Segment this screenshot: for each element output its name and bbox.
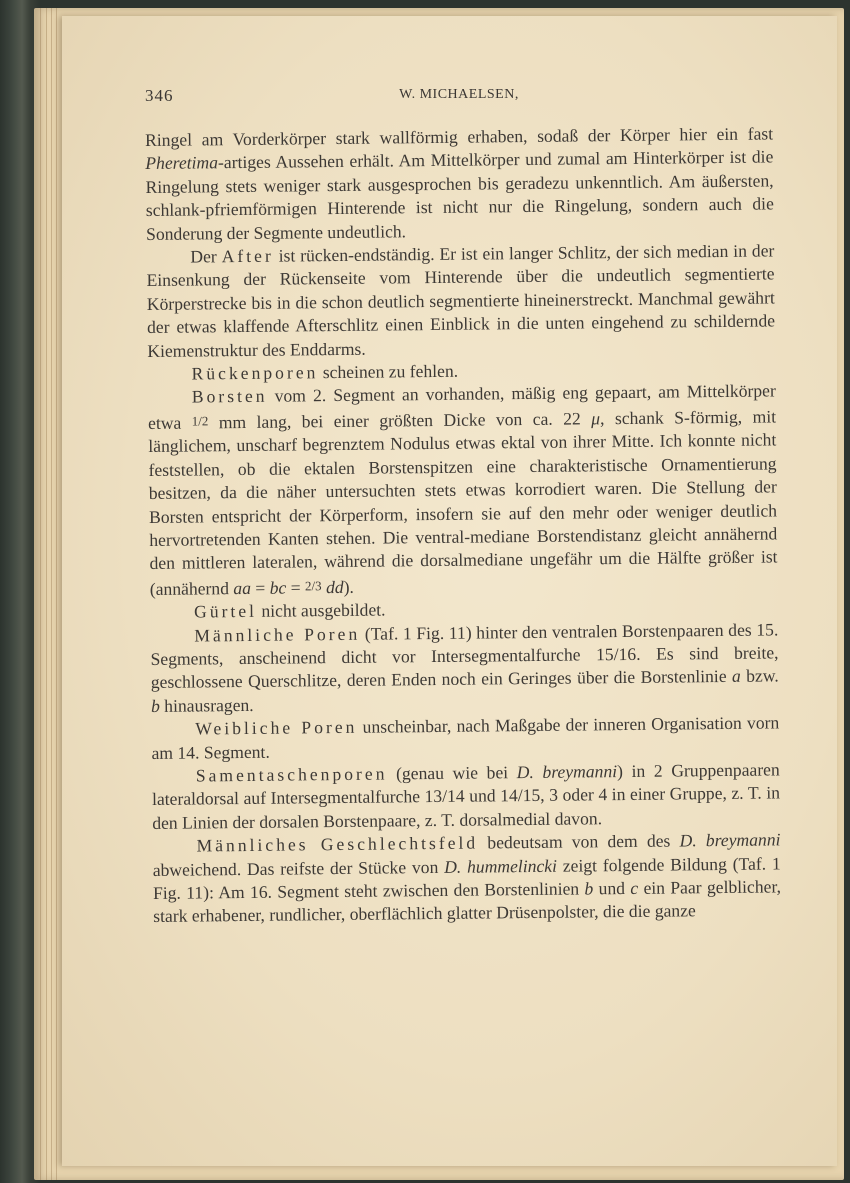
text-run: bc: [269, 577, 287, 598]
paragraph: [145, 122, 774, 246]
text-run: μ: [591, 408, 601, 429]
text-run: b: [150, 695, 160, 716]
text-run: D. hummelincki: [444, 855, 558, 877]
text-run: ein Paar gelblicher, stark erhabener, rundlicher, oberflächlich glatter Drüsenpolster, die die ganze: [153, 876, 782, 927]
text-run: dd: [325, 576, 344, 597]
text-run: mm lang, bei einer größten Dicke von ca. 22: [208, 408, 592, 433]
text-run: , schank S-förmig, mit länglichem, unscharf begrenztem Nodulus etwas ektal von ihrer Mitte. Ich konnte nicht feststellen, ob die ektalen Borstenspitzen eine charakteristische Ornamentierung besitzen, da die näher untersuchten stets etwas korrodiert waren. Die Stellung der Borsten entspricht der Körperform, insofern sie auf den mehr oder weniger deutlich hervortretenden Kanten stehen. Die ventral-mediane Borstendistanz gleicht annähernd den mittleren lateralen, während die dorsalmediane ungefähr um die Hälfte größer ist (annähernd: [148, 406, 778, 599]
text-run: ).: [343, 576, 355, 597]
text-run: ist rücken-endständig. Er ist ein langer Schlitz, der sich median in der Einsenkung der Rückenseite vom Hinterende über die undeutlich segmentierte Körperstrecke bis in die schon deutlich segmentierte hineinerstreckt. Manchmal gewährt der etwas klaffende Afterschlitz einen Einblick in die unten eingehend zu schildernde Kiemenstruktur des Enddarms.: [146, 240, 776, 361]
text-run: 1/2: [191, 413, 209, 429]
text-run: bedeutsam von dem des: [478, 830, 680, 853]
text-run: Weibliche Poren: [195, 716, 358, 739]
text-run: nicht ausgebildet.: [256, 599, 386, 621]
body-text: [145, 122, 781, 928]
text-run: Borsten: [191, 386, 268, 407]
paragraph: [151, 712, 779, 765]
text-run: After: [221, 245, 274, 267]
page-header: [145, 86, 773, 116]
text-run: =: [286, 577, 306, 598]
text-run: (genau wie bei: [387, 762, 517, 784]
text-run: hinausragen.: [159, 694, 254, 716]
text-run: aa: [233, 577, 252, 598]
text-run: bzw.: [740, 665, 779, 687]
text-run: Gürtel: [193, 600, 258, 622]
text-run: 2/3: [304, 577, 322, 594]
text-run: Pheretima: [145, 152, 219, 174]
paragraph: [150, 618, 779, 718]
text-run: unscheinbar, nach Maßgabe der inneren Organisation vorn am 14. Segment.: [151, 712, 780, 763]
text-run: Ringel am Vorderkörper stark wallförmig erhaben, sodaß der Körper hier ein fast: [145, 123, 774, 150]
running-title: W. MICHAELSEN,: [399, 87, 519, 102]
text-run: abweichend. Das reifste der Stücke von: [152, 856, 445, 880]
text-run: Männliche Poren: [194, 623, 361, 646]
text-run: b: [584, 878, 594, 899]
text-run: Rückenporen: [191, 362, 319, 384]
text-run: a: [731, 666, 741, 687]
paragraph: [148, 380, 778, 601]
text-run: c: [630, 877, 639, 898]
text-run: D. breymanni: [516, 761, 618, 783]
text-run: Männliches Geschlechtsfeld: [196, 832, 479, 856]
paragraph: [152, 758, 781, 835]
text-run: Der: [190, 246, 222, 267]
text-run: scheinen zu fehlen.: [318, 360, 459, 383]
text-run: =: [250, 577, 270, 598]
text-run: zeigt folgende Bildung (Taf. 1 Fig. 11): Am 16. Segment steht zwischen den Borstenlinien: [152, 852, 781, 903]
text-run: (Taf. 1 Fig. 11) hinter den ventralen Borstenpaaren des 15. Segments, anscheinend dicht vor Intersegmentalfurche 15/16. Es sind breite, geschlossene Querschlitze, deren Enden noch ein Geringes über die Borstenlinie: [150, 618, 779, 693]
text-run: -artiges Aussehen erhält. Am Mittelkörper und zumal am Hinterkörper ist die Ringelung stets weniger stark ausgesprochen bis geradezu unkenntlich. Am äußersten, schlank-pfriemförmigen Hinterende ist nicht nur die Ringelung, sondern auch die Sonderung der Segmente undeutlich.: [145, 146, 774, 244]
paragraph: [146, 239, 775, 363]
text-run: D. breymanni: [679, 829, 781, 851]
text-run: ) in 2 Gruppenpaaren lateraldorsal auf Intersegmentalfurche 13/14 und 14/15, 3 oder 4 in einer Gruppe, z. T. in den Linien der dorsalen Borstenpaare, z. T. dorsalmedial davon.: [151, 759, 781, 833]
paragraph: [152, 829, 781, 929]
text-run: Samentaschenporen: [195, 763, 388, 786]
text-run: und: [593, 877, 631, 899]
page-number: 346: [145, 86, 174, 105]
text-run: vom 2. Segment an vorhanden, mäßig eng gepaart, am Mittelkörper etwa: [147, 380, 776, 433]
